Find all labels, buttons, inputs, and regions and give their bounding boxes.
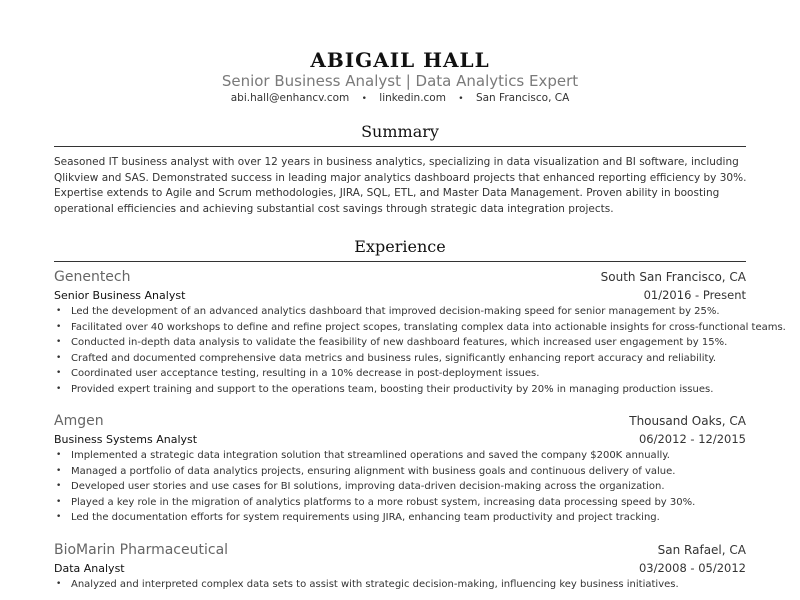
job-location: San Rafael, CA (657, 543, 746, 557)
experience-divider (54, 261, 746, 262)
job-bullet-text: Led the documentation efforts for system requirements using JIRA, enhancing team productivity and project tracking. (71, 512, 660, 523)
job-bullet-text: Developed user stories and use cases for BI solutions, improving data-driven decision-making across the organization. (71, 481, 665, 492)
job-bullet-text: Analyzed and interpreted complex data sets to assist with strategic decision-making, influencing key business initiatives. (71, 579, 679, 590)
job-role: Data Analyst (54, 562, 125, 575)
contact-separator: • (458, 94, 464, 104)
job-bullets (54, 448, 746, 526)
job-bullet-text: Coordinated user acceptance testing, resulting in a 10% decrease in post-deployment issues. (71, 368, 540, 379)
bullet-marker: • (56, 321, 62, 332)
job-bullet-text: Implemented a strategic data integration solution that streamlined operations and saved the company $200K annually. (71, 450, 670, 461)
contact-email[interactable]: abi.hall@enhancv.com (230, 92, 350, 104)
job-bullet-text: Facilitated over 40 workshops to define and refine project scopes, translating complex data into actionable insights for cross-functional teams. (71, 321, 786, 333)
job-bullet (54, 464, 746, 480)
experience-heading: Experience (354, 237, 446, 256)
job-bullet (54, 382, 746, 398)
job-role: Business Systems Analyst (54, 433, 198, 446)
bullet-marker: • (56, 306, 62, 316)
summary-heading: Summary (361, 122, 439, 141)
summary-text: Seasoned IT business analyst with over 12 years in business analytics, specializing in data visualization and BI software, including Qlikview and SAS. Demonstrated success in leading major analytics dashboard projects that enhanced reporting efficiency by 30%. Expertise extends to Agile and Scrum methodologies, JIRA, SQL, ETL, and Master Data Management. Proven ability in boosting operational efficiencies and achieving substantial cost savings through strategic data integration projects. (54, 156, 747, 215)
candidate-name: ABIGAIL HALL (310, 48, 490, 72)
job-bullet-text: Provided expert training and support to the operations team, boosting their productivity by 20% in managing production issues. (71, 383, 714, 395)
job-dates: 01/2016 - Present (643, 288, 746, 302)
job-bullets (54, 577, 746, 593)
job-bullets (54, 304, 786, 397)
job-bullet (54, 577, 746, 593)
job-company: BioMarin Pharmaceutical (54, 542, 229, 558)
job-dates: 06/2012 - 12/2015 (638, 432, 746, 446)
job-entry-genentech (54, 267, 786, 397)
job-bullet-text: Played a key role in the migration of analytics platforms to a more robust system, increasing data processing speed by 30%. (71, 496, 696, 508)
job-bullet (54, 335, 746, 351)
job-bullet-text: Crafted and documented comprehensive data metrics and business rules, significantly enhancing report accuracy and reliability. (71, 352, 717, 364)
bullet-marker: • (56, 496, 62, 507)
job-location: Thousand Oaks, CA (629, 414, 746, 428)
bullet-marker: • (56, 383, 62, 394)
job-bullet (54, 448, 746, 464)
contact-separator: • (361, 94, 367, 104)
bullet-marker: • (56, 512, 62, 522)
job-location: South San Francisco, CA (600, 270, 746, 284)
bullet-marker: • (56, 352, 62, 363)
summary-divider (54, 146, 746, 147)
bullet-marker: • (56, 337, 62, 347)
job-company: Genentech (54, 269, 131, 285)
contact-line (0, 91, 800, 106)
job-entry-biomarin (54, 540, 746, 593)
candidate-title: Senior Business Analyst | Data Analytics Expert (221, 72, 579, 90)
job-dates: 03/2008 - 05/2012 (638, 561, 746, 575)
bullet-marker: • (56, 579, 62, 589)
job-bullet (54, 304, 746, 320)
job-bullet (54, 351, 746, 367)
contact-website[interactable]: linkedin.com (379, 92, 446, 104)
job-role: Senior Business Analyst (54, 289, 186, 302)
job-bullet (54, 479, 746, 495)
bullet-marker: • (56, 465, 62, 476)
bullet-marker: • (56, 481, 62, 491)
job-bullet-text: Conducted in-depth data analysis to validate the feasibility of new dashboard features, which increased user engagement by 15%. (71, 337, 728, 348)
contact-location: San Francisco, CA (475, 92, 570, 104)
job-bullet (54, 510, 746, 526)
bullet-marker: • (56, 368, 62, 378)
job-bullet (54, 366, 746, 382)
job-bullet-text: Led the development of an advanced analytics dashboard that improved decision-making speed for senior management by 25%. (71, 306, 720, 317)
job-bullet (54, 320, 786, 336)
job-bullet (54, 495, 746, 511)
bullet-marker: • (56, 450, 62, 460)
job-company: Amgen (54, 413, 104, 429)
job-bullet-text: Managed a portfolio of data analytics projects, ensuring alignment with business goals and continuous delivery of value. (71, 465, 676, 477)
job-entry-amgen (54, 411, 746, 526)
